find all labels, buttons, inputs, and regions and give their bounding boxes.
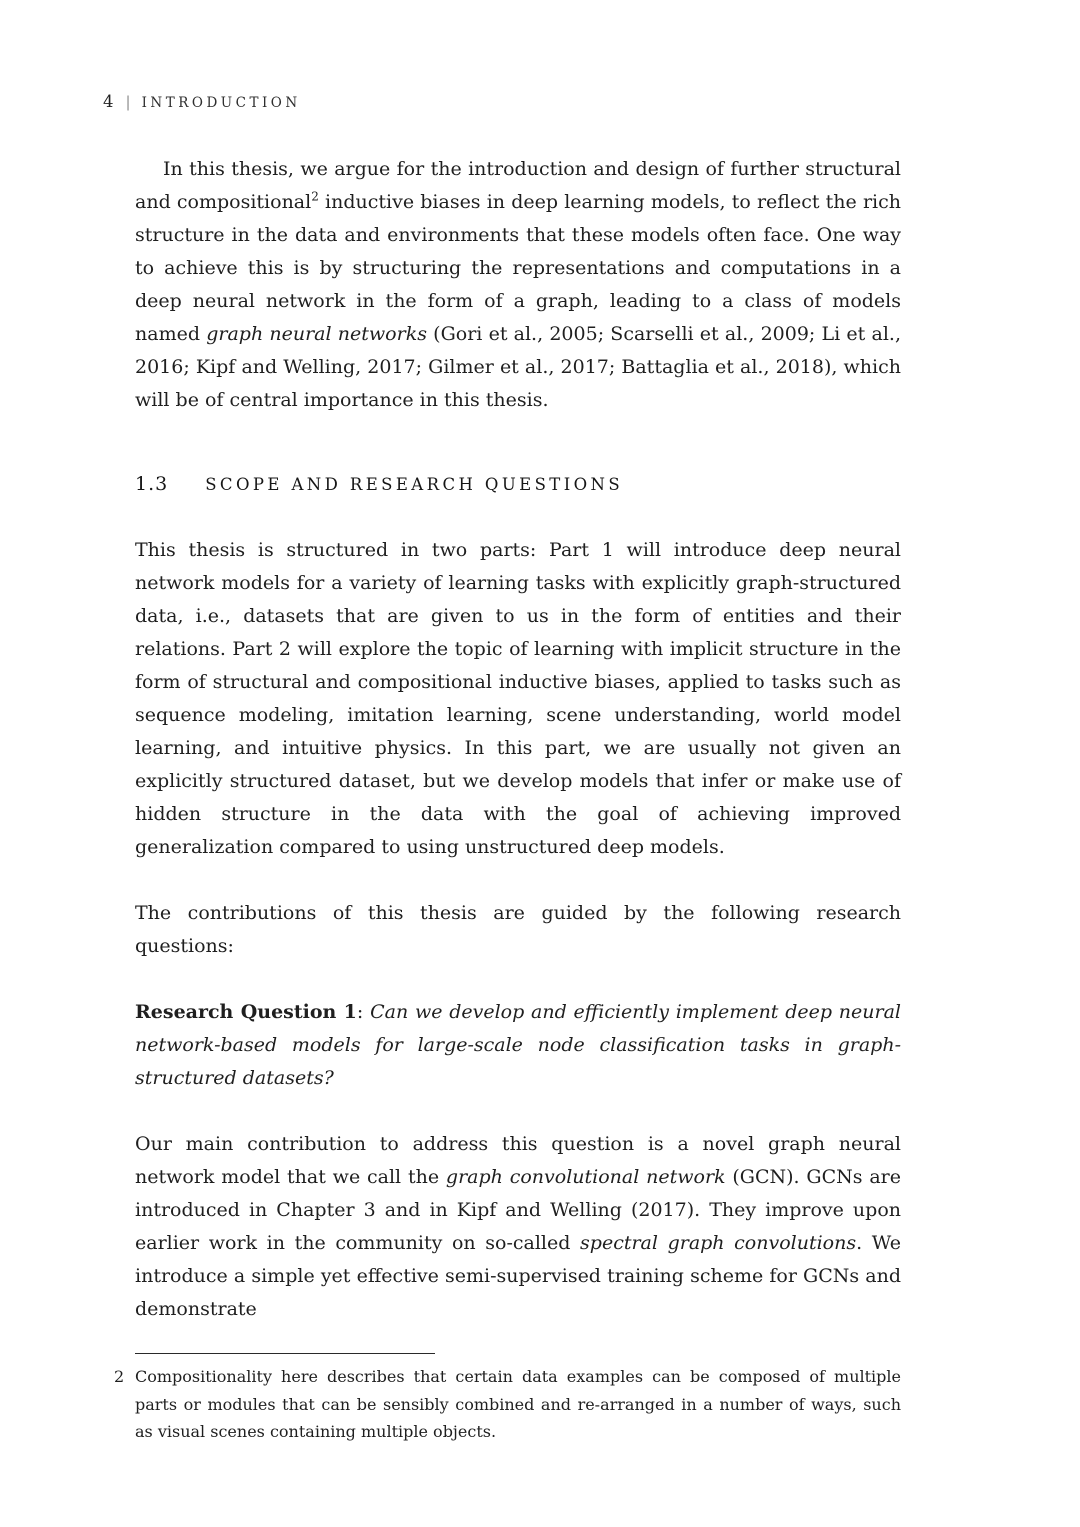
research-question-label: Research Question 1 — [135, 1001, 357, 1023]
contribution-text-3: . We introduce a simple yet effective semi-supervised training scheme for GCNs and demonstrate — [135, 1232, 901, 1320]
footnote-area — [114, 1353, 901, 1446]
intro-paragraph — [135, 153, 901, 417]
running-head-chapter-title: INTRODUCTION — [141, 95, 301, 111]
section-title: SCOPE AND RESEARCH QUESTIONS — [205, 475, 624, 494]
contribution-text-2: (GCN). GCNs are introduced in Chapter 3 and in Kipf and Welling (2017). They improve upon earlier work in the community on so-called — [135, 1166, 902, 1254]
term-spectral-graph-convolutions: spectral graph convolutions — [580, 1232, 857, 1254]
research-question-colon: : — [356, 1001, 371, 1023]
contribution-paragraph — [135, 1128, 901, 1326]
research-question-1-paragraph — [135, 996, 901, 1095]
term-graph-convolutional-network: graph convolutional network — [445, 1166, 726, 1188]
page-header — [103, 92, 301, 111]
header-separator: | — [125, 93, 131, 111]
page-number: 4 — [103, 92, 114, 111]
text-block — [114, 153, 902, 1446]
intro-text-1: In this thesis, we argue for the introduction and design of further structural and compositional — [135, 158, 901, 213]
footnote-marker: 2 — [114, 1367, 125, 1386]
footnote-2 — [114, 1363, 901, 1446]
section-number: 1.3 — [135, 473, 169, 495]
contributions-lead-paragraph: The contributions of this thesis are guided by the following research questions: — [135, 902, 901, 957]
term-graph-neural-networks: graph neural networks — [206, 323, 427, 345]
research-question-text: Can we develop and efficiently implement deep neural network-based models for large-scale node classification tasks in graph-structured datasets? — [135, 1001, 901, 1089]
footnote-reference-2: 2 — [311, 189, 319, 204]
intro-text-3: (Gori et al., 2005; Scarselli et al., 2009; Li et al., 2016; Kipf and Welling, 2017; Gilmer et al., 2017; Battaglia et al., 2018), which will be of central importance in this thesis. — [135, 323, 902, 411]
section-heading-1-3 — [135, 468, 901, 501]
scope-paragraph: This thesis is structured in two parts: Part 1 will introduce deep neural network models for a variety of learning tasks with explicitly graph-structured data, i.e., datasets that are given to us in the form of entities and their relations. Part 2 will explore the topic of learning with implicit structure in the form of structural and compositional inductive biases, applied to tasks such as sequence modeling, imitation learning, scene understanding, world model learning, and intuitive physics. In this part, we are usually not given an explicitly structured dataset, but we develop models that infer or make use of hidden structure in the data with the goal of achieving improved generalization compared to using unstructured deep models. — [135, 539, 901, 858]
intro-text-2: inductive biases in deep learning models, to reflect the rich structure in the data and environments that these models often face. One way to achieve this is by structuring the representations and computations in a deep neural network in the form of a graph, leading to a class of models named — [135, 191, 901, 345]
footnote-text: Compositionality here describes that certain data examples can be composed of multiple parts or modules that can be sensibly combined and re-arranged in a number of ways, such as visual scenes containing multiple objects. — [135, 1367, 901, 1441]
contribution-text-1: Our main contribution to address this question is a novel graph neural network model that we call the — [135, 1133, 901, 1188]
footnote-rule — [135, 1353, 435, 1354]
